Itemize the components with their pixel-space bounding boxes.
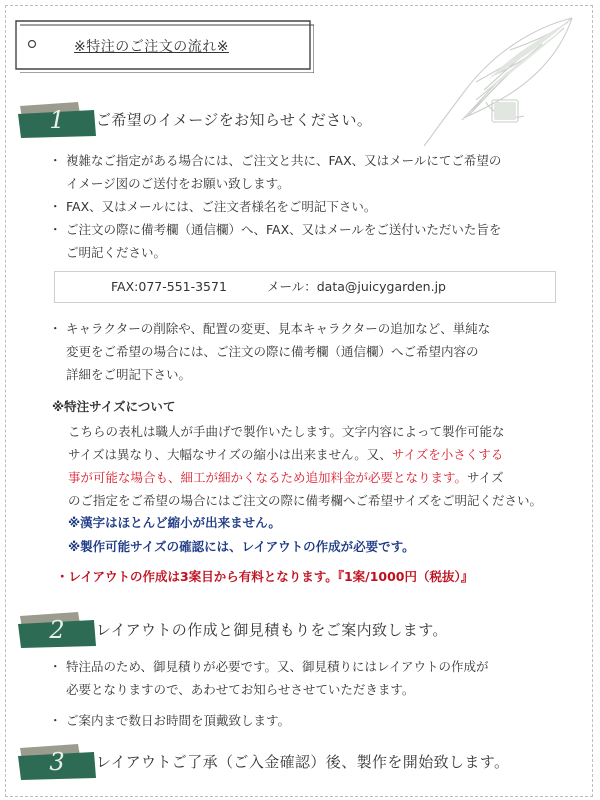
- step-1-header: [18, 100, 578, 140]
- kanji-note: ※漢字はほとんど縮小が出来ません。: [68, 515, 281, 530]
- list-item: ・ 複雑なご指定がある場合には、ご注文と共に、FAX、又はメールにてご希望の イメージ図のご送付をお願い致します。: [52, 149, 562, 195]
- page-title: ※特注のご注文の流れ※: [74, 39, 229, 55]
- size-note-title: ※特注サイズについて: [52, 399, 176, 414]
- list-item: ・ 特注品のため、御見積りが必要です。又、御見積りにはレイアウトの作成が 必要となりますので、あわせてお知らせさせていただきます。: [52, 655, 562, 701]
- step-1-list: [52, 149, 562, 264]
- email-address[interactable]: メール：data@juicygarden.jp: [267, 279, 446, 294]
- fax-number: FAX:077-551-3571: [111, 279, 227, 294]
- list-item: ・ ご案内まで数日お時間を頂戴致します。: [52, 709, 562, 732]
- size-note-body: こちらの表札は職人が手曲げで製作いたします。文字内容によって製作可能な サイズは異なり、大幅なサイズの縮小は出来ません。又、サイズを小さくする 事が可能な場合も、細工が細かくなるため追加料金が必要となります。サイズ のご指定をご希望の場合にはご注文の際に備考欄へご希望サイズをご明記ください。: [68, 424, 543, 508]
- step-1-list-2: [52, 317, 562, 386]
- list-item: ・ FAX、又はメールには、ご注文者様名をご明記下さい。: [52, 195, 562, 218]
- header-tag: [14, 17, 314, 73]
- step-number-3: 3: [49, 748, 65, 776]
- step-2-header: [18, 610, 578, 650]
- step-number-2: 2: [49, 616, 65, 644]
- layout-fee-note: ・レイアウトの作成は3案目から有料となります。『1案/1000円（税抜）』: [56, 569, 474, 584]
- contact-box: [54, 271, 556, 303]
- step-title-1: ご希望のイメージをお知らせください。: [96, 111, 373, 129]
- step-number-1: 1: [49, 106, 65, 134]
- list-item: ・ キャラクターの削除や、配置の変更、見本キャラクターの追加など、単純な 変更をご希望の場合には、ご注文の際に備考欄（通信欄）へご希望内容の 詳細をご明記下さい。: [52, 317, 562, 386]
- step-title-3: レイアウトご了承（ご入金確認）後、製作を開始致します。: [96, 753, 510, 771]
- step-title-2: レイアウトの作成と御見積もりをご案内致します。: [96, 621, 448, 639]
- step-2-list: [52, 655, 562, 732]
- list-item: ・ ご注文の際に備考欄（通信欄）へ、FAX、又はメールをご送付いただいた旨を ご明記ください。: [52, 218, 562, 264]
- step-3-header: [18, 742, 578, 782]
- layout-note: ※製作可能サイズの確認には、レイアウトの作成が必要です。: [68, 539, 415, 554]
